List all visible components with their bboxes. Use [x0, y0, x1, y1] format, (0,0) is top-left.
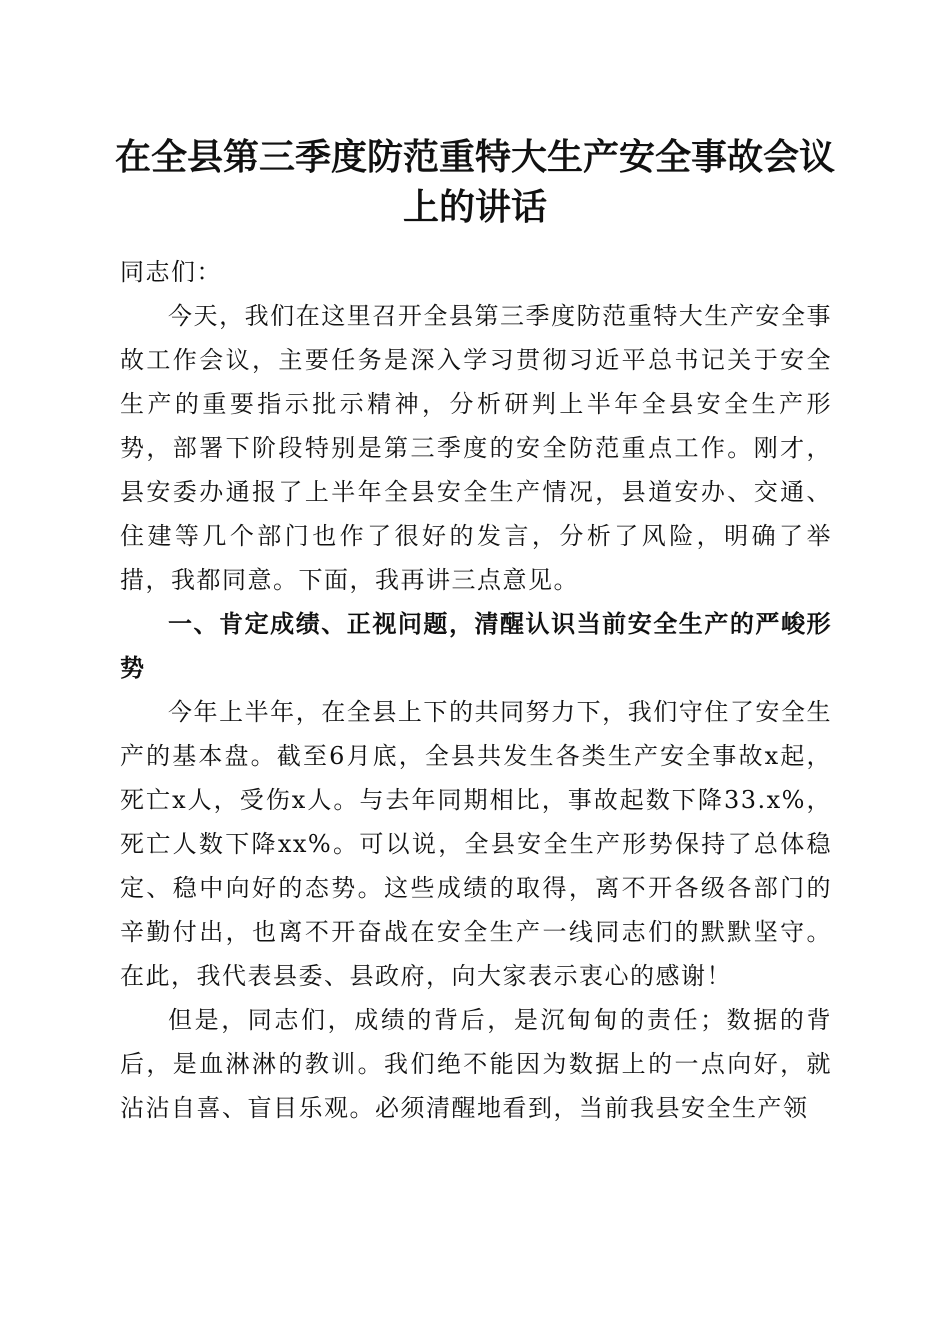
- paragraph-achievements: 今年上半年，在全县上下的共同努力下，我们守住了安全生产的基本盘。截至6月底，全县共发生各类生产安全事故x起，死亡x人，受伤x人。与去年同期相比，事故起数下降33.x%，死亡人数下降xx%。可以说，全县安全生产形势保持了总体稳定、稳中向好的态势。这些成绩的取得，离不开各级各部门的辛勤付出，也离不开奋战在安全生产一线同志们的默默坚守。在此，我代表县委、县政府，向大家表示衷心的感谢！: [120, 698, 832, 990]
- section-heading-1: 一、肯定成绩、正视问题，清醒认识当前安全生产的严峻形势: [120, 610, 832, 682]
- paragraph-problems: 但是，同志们，成绩的背后，是沉甸甸的责任；数据的背后，是血淋淋的教训。我们绝不能因为数据上的一点向好，就沾沾自喜、盲目乐观。必须清醒地看到，当前我县安全生产领: [120, 1006, 832, 1122]
- document-title: 在全县第三季度防范重特大生产安全事故会议上的讲话: [114, 136, 835, 228]
- document-body: [120, 250, 832, 1130]
- greeting: 同志们：: [120, 258, 222, 286]
- paragraph-opening: 今天，我们在这里召开全县第三季度防范重特大生产安全事故工作会议，主要任务是深入学习贯彻习近平总书记关于安全生产的重要指示批示精神，分析研判上半年全县安全生产形势，部署下阶段特别是第三季度的安全防范重点工作。刚才，县安委办通报了上半年全县安全生产情况，县道安办、交通、住建等几个部门也作了很好的发言，分析了风险，明确了举措，我都同意。下面，我再讲三点意见。: [120, 302, 832, 594]
